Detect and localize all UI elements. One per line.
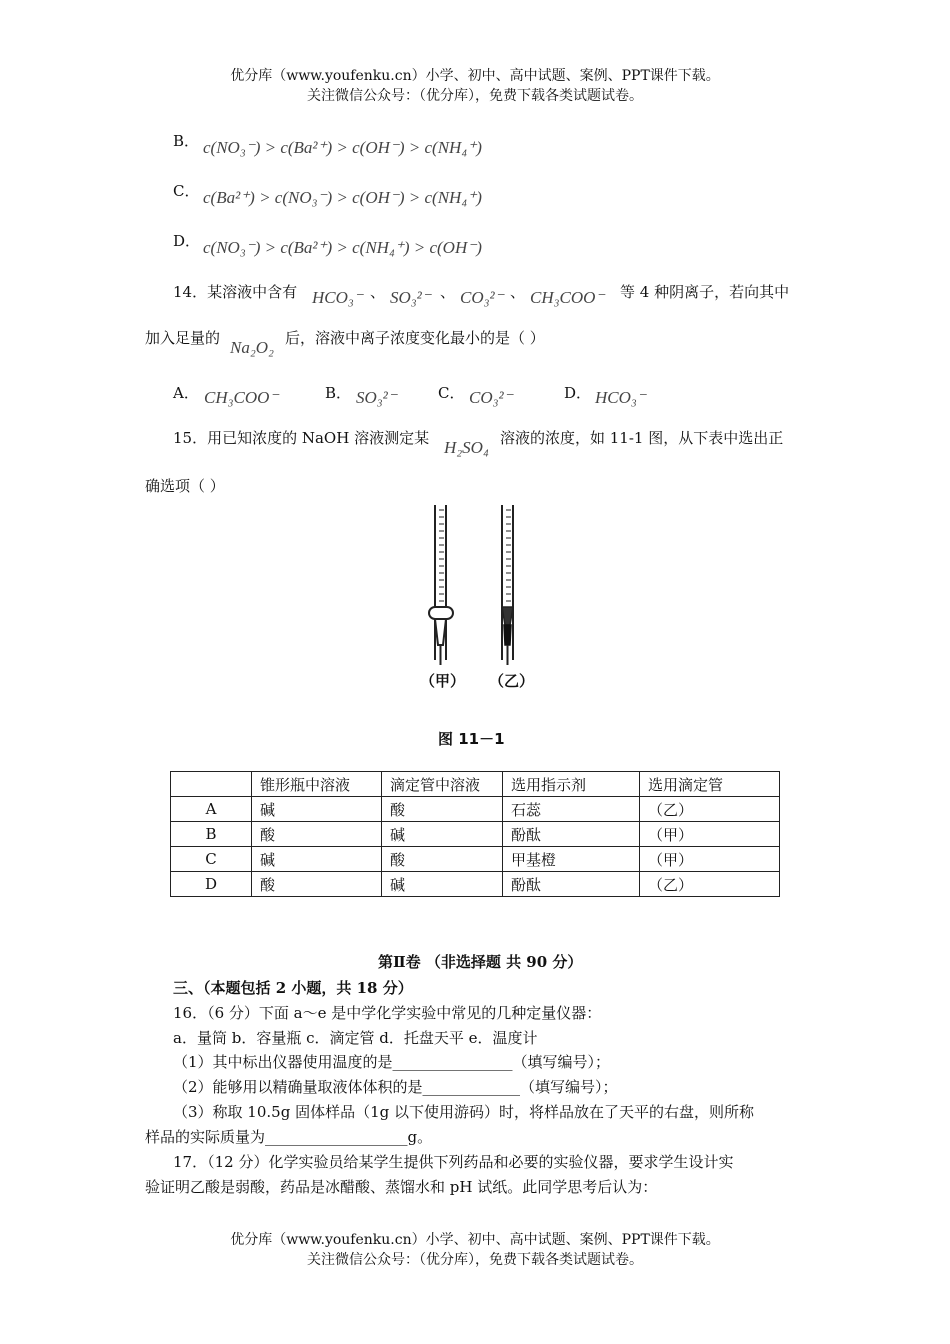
q13-option-c-expr: c(Ba²⁺) > c(NO₃⁻) > c(OH⁻) > c(NH₄⁺) <box>203 188 482 207</box>
footer-line-2: 关注微信公众号：（优分库），免费下载各类试题试卷。 <box>307 1252 643 1268</box>
q16-part3-line2: 样品的实际质量为___________________g。 <box>145 1128 433 1146</box>
q14-option-d-expr: HCO₃⁻ <box>595 388 646 407</box>
table-cell: 酚酞 <box>503 822 640 847</box>
q16-part2: （2）能够用以精确量取液体体积的是_____________（填写编号）； <box>173 1078 618 1096</box>
table-cell: 甲基橙 <box>503 847 640 872</box>
q14-option-b-expr: SO₃²⁻ <box>356 388 397 407</box>
q15-table <box>170 771 780 897</box>
q14-ion-1: HCO₃⁻ <box>312 288 363 307</box>
table-row <box>171 797 780 822</box>
table-cell: B <box>171 822 252 847</box>
table-row <box>171 872 780 897</box>
footer-line-1: 优分库（www.youfenku.cn）小学、初中、高中试题、案例、PPT课件下载。 <box>230 1232 720 1248</box>
table-cell: （乙） <box>640 797 780 822</box>
q15-suffix: 溶液的浓度，如 11-1 图，从下表中选出正 <box>500 429 784 447</box>
figure-caption: 图 11－1 <box>438 730 505 748</box>
q14-suffix: 等 4 种阴离子，若向其中 <box>620 283 790 301</box>
q14-option-a-label: A． <box>173 384 199 402</box>
table-cell: （乙） <box>640 872 780 897</box>
q14-sep-2: 、 <box>440 283 456 301</box>
q14-sep-3: 、 <box>510 283 526 301</box>
q14-sep-1: 、 <box>370 283 386 301</box>
table-cell: 碱 <box>382 872 503 897</box>
q14-option-d-label: D． <box>564 384 592 402</box>
table-header-cell: 滴定管中溶液 <box>382 772 503 797</box>
table-cell: （甲） <box>640 847 780 872</box>
table-cell: 酸 <box>252 822 382 847</box>
q13-option-d-label: D． <box>173 232 201 250</box>
figure-label-yi: （乙） <box>489 672 535 690</box>
q17-line1: 17．（12 分）化学实验员给某学生提供下列药品和必要的实验仪器，要求学生设计实 <box>173 1153 734 1171</box>
table-header-row <box>171 772 780 797</box>
q16-part3-line1: （3）称取 10.5g 固体样品（1g 以下使用游码）时，将样品放在了天平的右盘，则所称 <box>173 1103 754 1121</box>
header-line-2: 关注微信公众号：（优分库），免费下载各类试题试卷。 <box>307 88 643 104</box>
q14-ion-4: CH₃COO⁻ <box>530 288 605 307</box>
q14-line2-suffix: 后，溶液中离子浓度变化最小的是（ ） <box>285 329 545 347</box>
table-cell: 酚酞 <box>503 872 640 897</box>
q14-ion-3: CO₃²⁻ <box>460 288 504 307</box>
q14-option-c-expr: CO₃²⁻ <box>469 388 513 407</box>
part2-title: 第Ⅱ卷 （非选择题 共 90 分） <box>378 953 583 971</box>
table-cell: A <box>171 797 252 822</box>
q14-option-c-label: C． <box>438 384 465 402</box>
q14-line2-prefix: 加入足量的 <box>145 329 221 347</box>
q13-option-c-label: C． <box>173 182 200 200</box>
q14-prefix: 14．某溶液中含有 <box>173 283 298 301</box>
section-heading: 三、（本题包括 2 小题，共 18 分） <box>173 979 413 997</box>
q15-acid: H₂SO₄ <box>444 438 489 457</box>
table-header-cell: 锥形瓶中溶液 <box>252 772 382 797</box>
table-cell: C <box>171 847 252 872</box>
burette-tips <box>410 495 540 670</box>
header-line-1: 优分库（www.youfenku.cn）小学、初中、高中试题、案例、PPT课件下载。 <box>230 68 720 84</box>
q13-option-b-label: B． <box>173 132 200 150</box>
table-header-cell: 选用滴定管 <box>640 772 780 797</box>
q17-line2: 验证明乙酸是弱酸，药品是冰醋酸、蒸馏水和 pH 试纸。此同学思考后认为： <box>145 1178 658 1196</box>
table-cell: 酸 <box>382 847 503 872</box>
table-row <box>171 822 780 847</box>
table-cell: 石蕊 <box>503 797 640 822</box>
q15-line2: 确选项（ ） <box>145 477 225 495</box>
table-cell: 碱 <box>252 797 382 822</box>
q15-prefix: 15．用已知浓度的 NaOH 溶液测定某 <box>173 429 430 447</box>
table-cell: 酸 <box>252 872 382 897</box>
table-row <box>171 847 780 872</box>
q14-option-a-expr: CH₃COO⁻ <box>204 388 279 407</box>
table-header-cell: 选用指示剂 <box>503 772 640 797</box>
table-cell: 酸 <box>382 797 503 822</box>
q14-reagent: Na₂O₂ <box>230 338 274 357</box>
q14-ion-2: SO₃²⁻ <box>390 288 431 307</box>
q16-stem: 16．（6 分）下面 a～e 是中学化学实验中常见的几种定量仪器： <box>173 1004 602 1022</box>
table-cell: D <box>171 872 252 897</box>
q16-items: a．量筒 b．容量瓶 c．滴定管 d．托盘天平 e．温度计 <box>173 1029 538 1047</box>
figure-label-jia: （甲） <box>420 672 466 690</box>
q14-option-b-label: B． <box>325 384 352 402</box>
q13-option-b-expr: c(NO₃⁻) > c(Ba²⁺) > c(OH⁻) > c(NH₄⁺) <box>203 138 482 157</box>
q13-option-d-expr: c(NO₃⁻) > c(Ba²⁺) > c(NH₄⁺) > c(OH⁻) <box>203 238 482 257</box>
table-cell: （甲） <box>640 822 780 847</box>
table-cell: 碱 <box>252 847 382 872</box>
table-cell: 碱 <box>382 822 503 847</box>
table-header-cell <box>171 772 252 797</box>
q16-part1: （1）其中标出仪器使用温度的是________________（填写编号）； <box>173 1053 611 1071</box>
